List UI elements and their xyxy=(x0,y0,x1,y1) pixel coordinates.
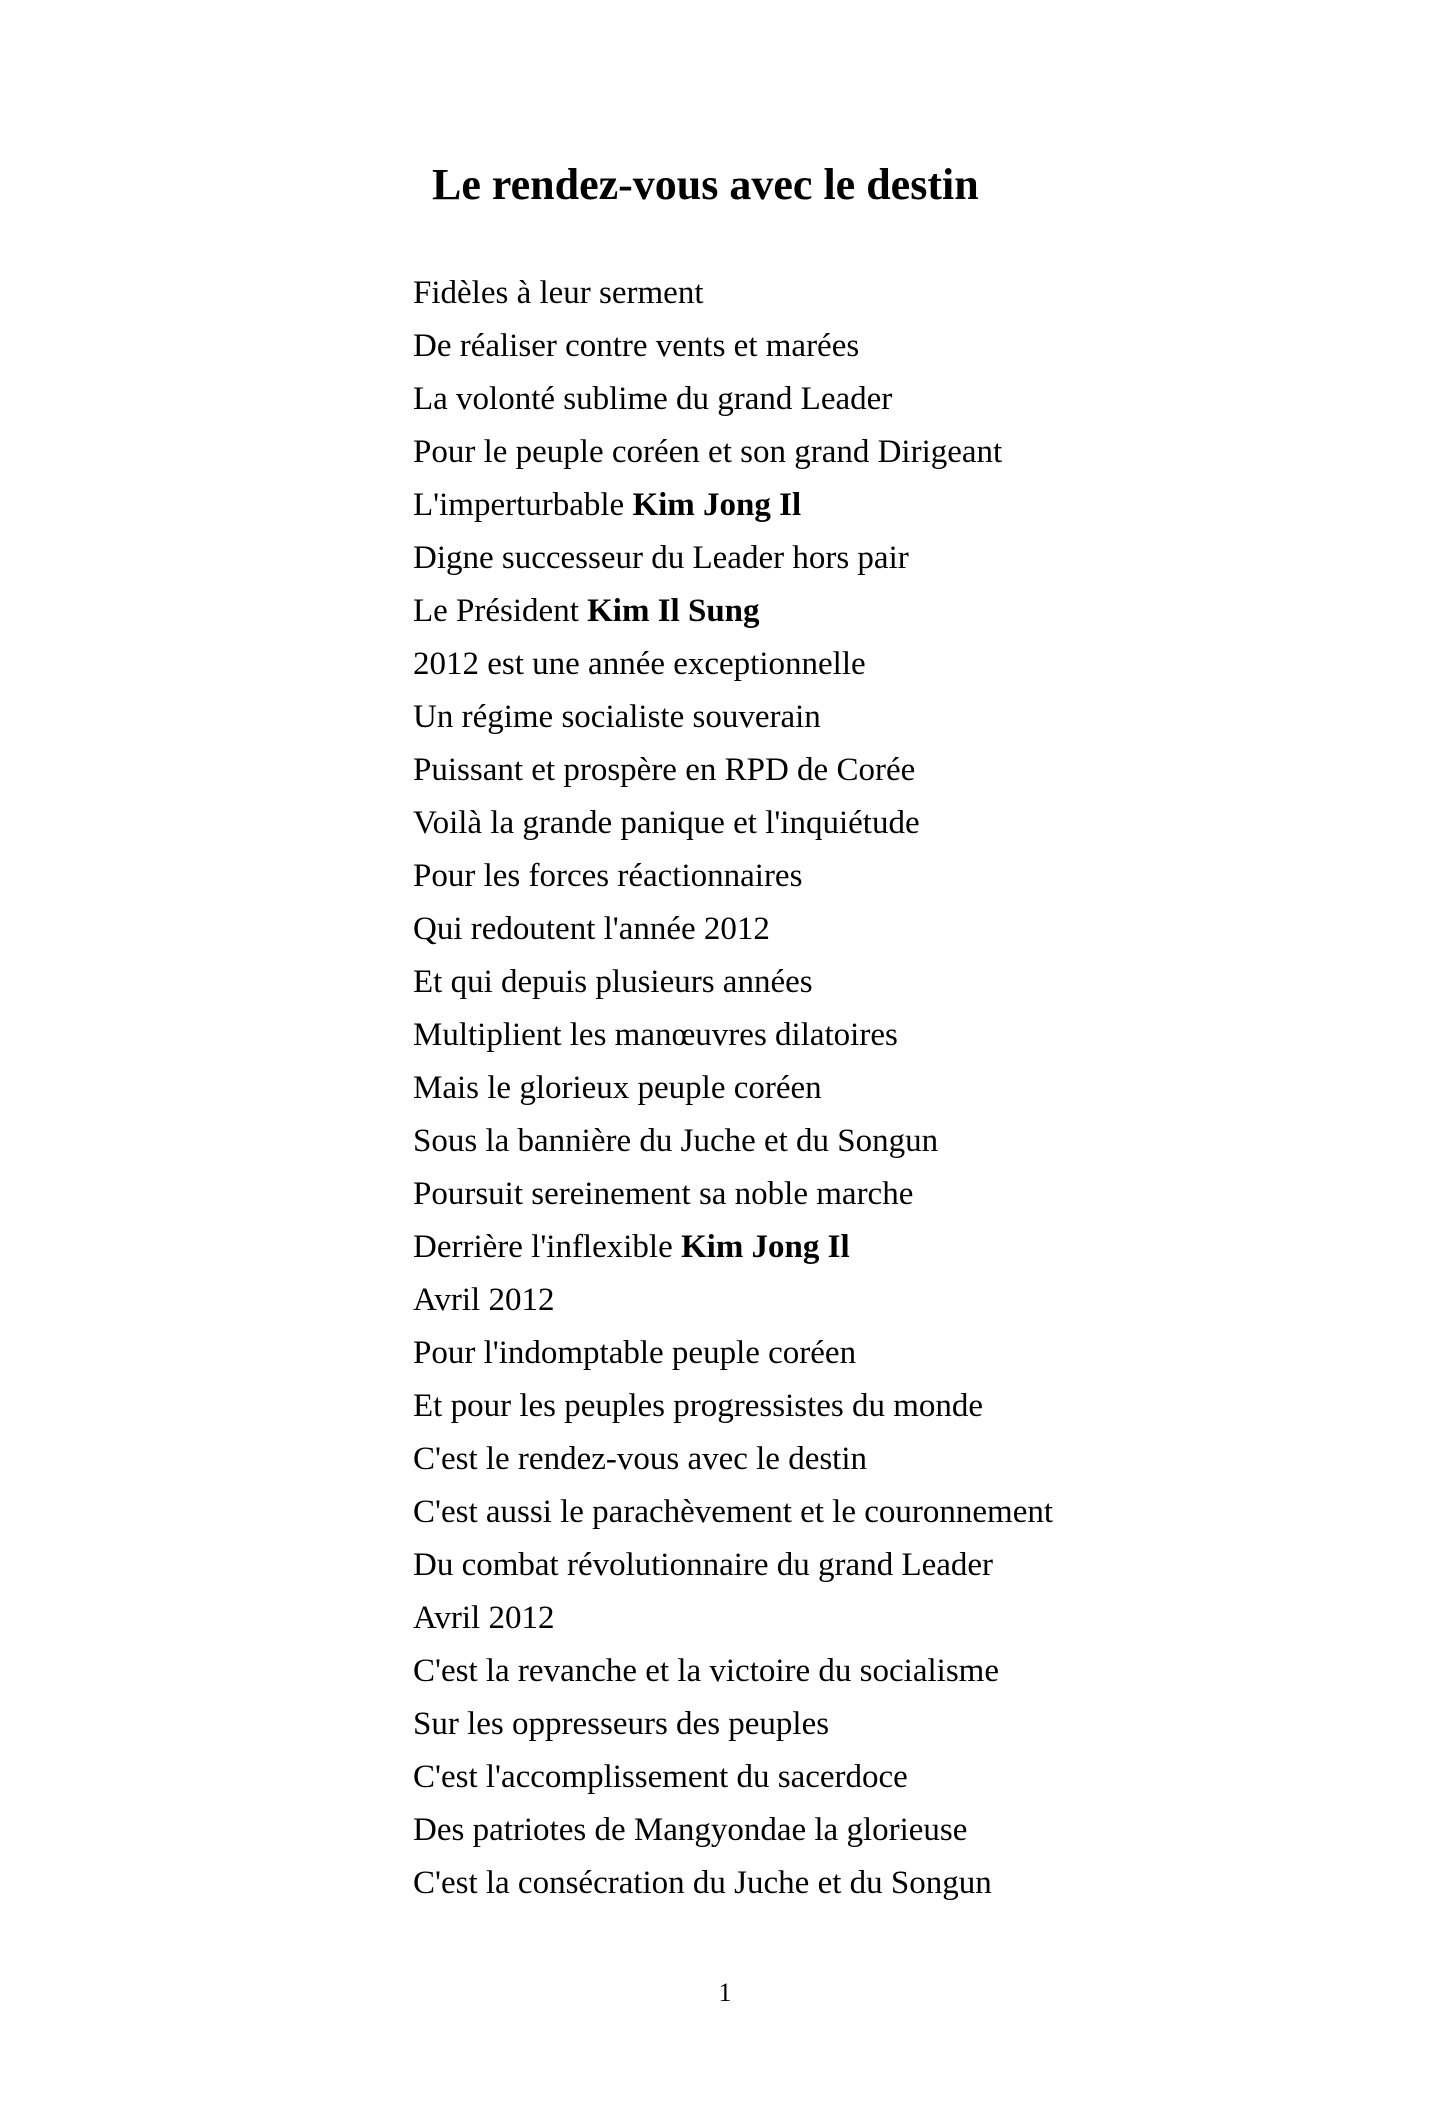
poem-line-text: Pour le peuple coréen et son grand Dirigeant xyxy=(413,434,1003,470)
poem-line xyxy=(413,1380,1053,1433)
poem-body xyxy=(413,267,1053,1910)
poem-line-text: Avril 2012 xyxy=(413,1600,555,1636)
poem-line-text: Du combat révolutionnaire du grand Leader xyxy=(413,1547,994,1583)
poem-line xyxy=(413,850,1053,903)
poem-line-text: Mais le glorieux peuple coréen xyxy=(413,1070,822,1106)
poem-line-text: C'est l'accomplissement du sacerdoce xyxy=(413,1759,908,1795)
poem-line xyxy=(413,1645,1053,1698)
poem-line xyxy=(413,479,1053,532)
poem-line xyxy=(413,267,1053,320)
poem-line-text: Fidèles à leur serment xyxy=(413,275,704,311)
poem-line xyxy=(413,1857,1053,1910)
poem-line-text: C'est la consécration du Juche et du Songun xyxy=(413,1865,992,1901)
poem-line xyxy=(413,638,1053,691)
poem-line-text: Derrière l'inflexible xyxy=(413,1229,681,1265)
poem-line-text: Digne successeur du Leader hors pair xyxy=(413,540,909,576)
poem-line xyxy=(413,1539,1053,1592)
poem-line-text: Multiplient les manœuvres dilatoires xyxy=(413,1017,898,1053)
poem-title: Le rendez-vous avec le destin xyxy=(432,160,979,209)
poem-line-text: C'est la revanche et la victoire du socialisme xyxy=(413,1653,999,1689)
poem-line xyxy=(413,797,1053,850)
poem-line xyxy=(413,1062,1053,1115)
poem-line xyxy=(413,1804,1053,1857)
poem-line-text: Le Président xyxy=(413,593,588,629)
poem-line-text: C'est aussi le parachèvement et le couronnement xyxy=(413,1494,1054,1530)
poem-line-text: Poursuit sereinement sa noble marche xyxy=(413,1176,914,1212)
poem-line xyxy=(413,320,1053,373)
poem-line xyxy=(413,1592,1053,1645)
poem-line xyxy=(413,1433,1053,1486)
poem-line xyxy=(413,532,1053,585)
poem-line xyxy=(413,956,1053,1009)
poem-line-text: Qui redoutent l'année 2012 xyxy=(413,911,770,947)
poem-line xyxy=(413,426,1053,479)
poem-line-text: Sous la bannière du Juche et du Songun xyxy=(413,1123,939,1159)
poem-line-text: L'imperturbable xyxy=(413,487,633,523)
poem-line-text: Avril 2012 xyxy=(413,1282,555,1318)
poem-line xyxy=(413,373,1053,426)
poem-line xyxy=(413,1698,1053,1751)
poem-line-text: De réaliser contre vents et marées xyxy=(413,328,860,364)
poem-line-text: Voilà la grande panique et l'inquiétude xyxy=(413,805,920,841)
poem-line-text: C'est le rendez-vous avec le destin xyxy=(413,1441,868,1477)
poem-line-text: Puissant et prospère en RPD de Corée xyxy=(413,752,916,788)
page-number: 1 xyxy=(718,1978,732,2007)
poem-line xyxy=(413,1486,1053,1539)
poem-line xyxy=(413,1327,1053,1380)
poem-line-bold-name: Kim Il Sung xyxy=(587,593,760,629)
poem-line xyxy=(413,1751,1053,1804)
poem-line-text: 2012 est une année exceptionnelle xyxy=(413,646,866,682)
poem-line xyxy=(413,1274,1053,1327)
poem-line-text: Un régime socialiste souverain xyxy=(413,699,821,735)
poem-line-text: Pour les forces réactionnaires xyxy=(413,858,803,894)
poem-line xyxy=(413,744,1053,797)
poem-line xyxy=(413,903,1053,956)
poem-line-bold-name: Kim Jong Il xyxy=(680,1229,850,1265)
poem-line-text: Et qui depuis plusieurs années xyxy=(413,964,813,1000)
poem-line xyxy=(413,1115,1053,1168)
poem-line-bold-name: Kim Jong Il xyxy=(632,487,802,523)
poem-line xyxy=(413,691,1053,744)
poem-line xyxy=(413,1009,1053,1062)
poem-line xyxy=(413,1168,1053,1221)
poem-line xyxy=(413,585,1053,638)
poem-line-text: Et pour les peuples progressistes du monde xyxy=(413,1388,984,1424)
poem-line-text: La volonté sublime du grand Leader xyxy=(413,381,893,417)
poem-line-text: Sur les oppresseurs des peuples xyxy=(413,1706,830,1742)
poem-line-text: Des patriotes de Mangyondae la glorieuse xyxy=(413,1812,968,1848)
poem-line xyxy=(413,1221,1053,1274)
poem-line-text: Pour l'indomptable peuple coréen xyxy=(413,1335,857,1371)
